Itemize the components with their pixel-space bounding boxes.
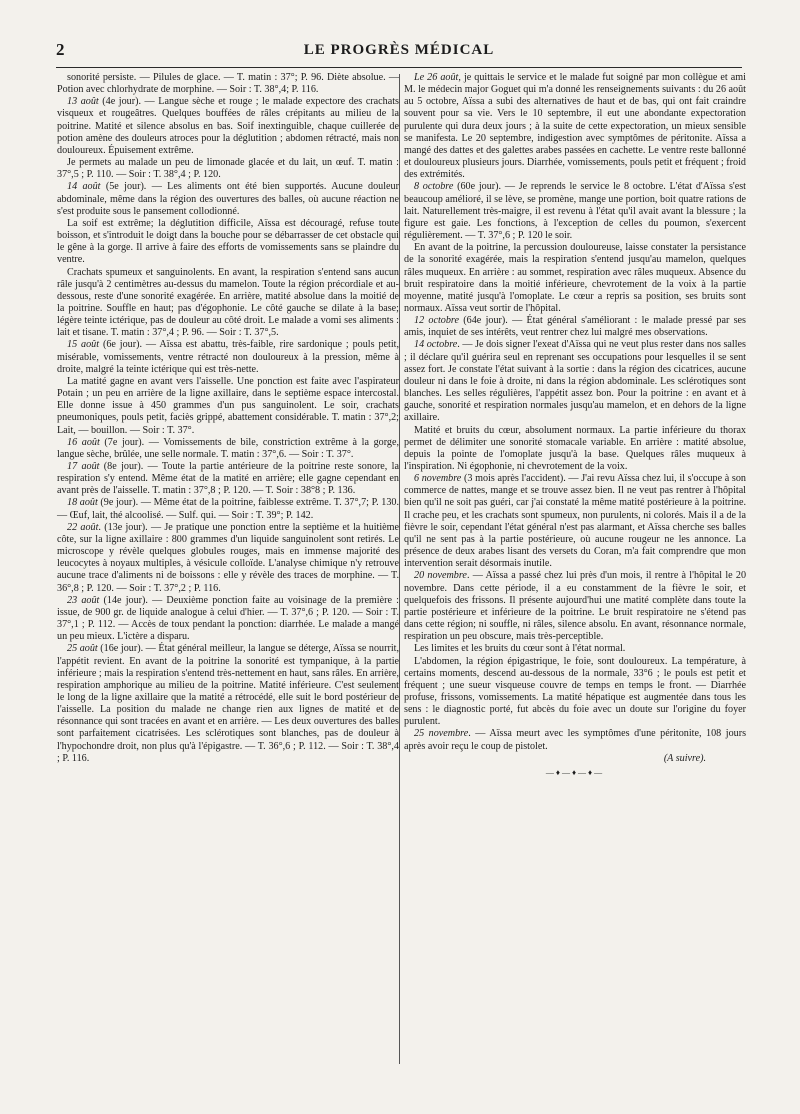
page-number: 2	[56, 40, 65, 59]
paragraph	[57, 72, 399, 96]
entry-date: 12 octobre	[414, 315, 459, 327]
paragraph	[57, 218, 399, 267]
paragraph	[57, 96, 399, 157]
paragraph-text: Crachats spumeux et sanguinolents. En avant, la respiration s'entend sans aucun râle jusqu'à 2 centimètres au-dessus du mamelon. Toute la région précordiale et au-dessous, reste d'une sonorité exagérée. En arrière, matité absolue dans la moitié de la poitrine. Souffle en haut; pas d'égophonie. Le côté gauche se dilate à la base; légère teinte ictérique, pas de douleur au côté droit. Le malade a vomi ses aliments : lait et tisane. T. matin : 37°,4 ; P. 96. — Soir : T. 37°,5.	[57, 266, 399, 339]
paragraph-text: . — Aïssa a passé chez lui près d'un mois, il rentre à l'hôpital le 20 novembre. Dans cette période, il a eu constamment de la fièvre le soir, et quelquefois des frissons. Il présente aujourd'hui une matité complète dans toute la partie postérieure et inférieure de la poitrine. Le bruit respiratoire ne s'étend pas dans cette région; ni souffle, ni râles, silence absolu. En avant, résonnance normale, respiration un peu obscure, mais très-perceptible.	[404, 570, 747, 643]
paragraph-text: (7e jour). — Vomissements de bile, constriction extrême à la gorge, langue sèche, brûlée, une selle normale. T. matin : 37°,6. — Soir : T. 37°.	[57, 436, 399, 460]
entry-date: 20 novembre	[414, 570, 467, 582]
paragraph-text: Les limites et les bruits du cœur sont à l'état normal.	[414, 643, 626, 655]
paragraph-text: , je quittais le service et le malade fut soigné par mon collègue et ami M. le médecin major Goguet qui m'a donné les renseignements suivants : du 26 août au 5 octobre, Aïssa a subi des alternatives de haut et de bas, qui ont fait craindre souvent pour sa vie. Vers le 10 septembre, il eut une abondante expectoration purulente qui dura deux jours ; à la suite de cette expectoration, un mieux sensible se manifesta. Le 20 septembre, indigestion avec symptômes de péritonite. Aïssa a mangé des dattes et des galettes arabes passées en cachette. Le ventre reste ballonné et douloureux plusieurs jours. Diarrhée, vomissements, pouls petit et fréquent ; froid des extrémités.	[404, 72, 746, 181]
paragraph-text: (3 mois après l'accident). — J'ai revu Aïssa chez lui, il s'occupe à son commerce de nattes, mange et se trouve assez bien. Il ne veut pas rentrer à l'hôpital bien qu'il ne soit pas guéri, car j'ai constaté la même matité postérieure à la poitrine. Il crache peu, et les crachats sont spumeux, non purulents, ni colorés. Mais il a de la fièvre le soir, cependant l'état général n'est pas alarmant, et Aïssa cherche ses balles qu'il ne sent pas à la partie postérieure, où aucune rougeur ne les annonce. La présence de deux arabes lisant des versets du Coran, m'a fait comprendre que mon intervention serait désormais inutile.	[404, 473, 746, 570]
paragraph	[404, 72, 746, 181]
paragraph-text: (14e jour). — Deuxième ponction faite au voisinage de la première : issue, de 900 gr. de liquide analogue à celui d'hier. — T. 37°,6 ; P. 120. — Soir : T. 37°,1 ; P. 112. — Accès de toux pendant la ponction: diarrhée. Le malade a mangé un peu mieux. L'ictère a disparu.	[57, 594, 399, 643]
paragraph	[404, 473, 746, 570]
column-divider	[399, 74, 400, 1064]
entry-date: 22 août	[67, 521, 99, 533]
header-rule	[56, 67, 742, 68]
paragraph-text: Je permets au malade un peu de limonade glacée et du lait, un œuf. T. matin : 37°,5 ; P. 110. — Soir : T. 38°,4 ; P. 120.	[57, 157, 399, 181]
paragraph	[57, 643, 399, 765]
paragraph	[404, 643, 746, 655]
entry-date: 15 août	[67, 339, 100, 351]
paragraph-text: (60e jour). — Je reprends le service le 8 octobre. L'état d'Aïssa s'est beaucoup amélioré, il se lève, se promène, mange une portion, boit quatre rations de lait. Naturellement très-maigre, il est revenu à l'état qu'il avait avant la blessure ; la figure est gaie. Les fonctions, à l'exception de celles du poumon, s'exercent régulièrement. — T. 37°,6 ; P. 120 le soir.	[404, 181, 746, 242]
paragraph-text: sonorité persiste. — Pilules de glace. — T. matin : 37°; P. 96. Diète absolue. — Potion avec chlorhydrate de morphine. — Soir : T. 38°,4; P. 116.	[57, 72, 399, 96]
journal-title: LE PROGRÈS MÉDICAL	[303, 42, 495, 58]
paragraph	[404, 315, 746, 339]
paragraph-text: (16e jour). — État général meilleur, la langue se déterge, Aïssa se nourrit, l'appétit revient. En avant de la poitrine la sonorité est tympanique, à la partie inférieure ; mais la respiration s'entend très-nettement en haut, sans râles. En arrière, respiration amphorique au milieu de la poitrine. Matité inférieure. C'est seulement le long de la ligne axillaire que la matité a rétrocédé, elle suit le bord postérieur de l'aisselle. La position du malade ne change rien aux lignes de matité et de résonnance qui sont tracées en avant et en arrière. — Les deux ouvertures des balles sont parfaitement cicatrisées. Les sclérotiques sont blanches, pas de douleur à l'hypochondre droit, non plus qu'à l'épigastre. — T. 36°,6 ; P. 112. — Soir : T. 38°,4 ; P. 116.	[57, 643, 399, 764]
entry-date: 18 août	[67, 497, 98, 509]
paragraph	[57, 461, 399, 497]
paragraph	[404, 242, 746, 315]
paragraph-text: L'abdomen, la région épigastrique, le foie, sont douloureux. La température, à certains moments, descend au-dessous de la normale, 33°6 ; le pouls est petit et fréquent ; une sueur visqueuse couvre de temps en temps le front. — Diarrhée profuse, frissons, vomissements. La matité hépatique est augmentée dans tous les sens : le diagnostic porté, fut abcès du foie avec un doute sur l'origine du foyer purulent.	[404, 655, 746, 728]
entry-date: 14 août	[67, 181, 101, 193]
entry-date: 13 août	[67, 96, 99, 108]
paragraph-text: . — Aïssa meurt avec les symptômes d'une péritonite, 108 jours après avoir reçu le coup de pistolet.	[404, 728, 747, 752]
paragraph	[404, 656, 746, 729]
paragraph-text: (8e jour). — Toute la partie antérieure de la poitrine reste sonore, la respiration s'y entend. Même état de la matité en arrière; elle gagne cependant en avant près de l'aisselle. T. matin : 37°,8 ; P. 120. — T. Soir : 38°8 ; P. 136.	[57, 461, 399, 497]
paragraph	[57, 181, 399, 217]
paragraph	[404, 339, 746, 424]
end-ornament: —♦—♦—♦—	[545, 767, 605, 777]
paragraph	[57, 437, 399, 461]
paragraph-text: . — Je dois signer l'exeat d'Aïssa qui ne veut plus rester dans nos salles ; il déclare qu'il guérira seul en reprenant ses occupations pour lesquelles il se sent assez fort. Je constate l'état suivant à la sortie : dans la région des cicatrices, aucune douleur ni dans le foie à droite, ni dans la région abdominale. Les sclérotiques sont blanches. Les selles régulières, l'appétit assez bon. Pour la poitrine : en avant et à gauche, sonorité et respiration normales jusqu'au mamelon, et en dehors de la ligne axillaire.	[404, 339, 746, 424]
paragraph-text: (6e jour). — Aïssa est abattu, très-faible, rire sardonique ; pouls petit, misérable, vomissements, ventre rétracté non douloureux à la pression, même à droite, malgré la teinte ictérique qui est très-nette.	[57, 339, 399, 375]
entry-date: 8 octobre	[414, 181, 454, 193]
entry-date: 25 novembre	[414, 728, 469, 740]
entry-date: Le 26 août	[414, 72, 459, 83]
paragraph-text: Matité et bruits du cœur, absolument normaux. La partie inférieure du thorax permet de délimiter une sonorité stomacale variable. En arrière : matité absolue, depuis la pointe de l'omoplate jusqu'à la base. Quelques râles muqueux à l'inspiration. Ni égophonie, ni chevrotement de la voix.	[404, 424, 746, 472]
right-column	[404, 72, 746, 779]
paragraph	[57, 157, 399, 181]
entry-date: 23 août	[67, 594, 100, 606]
paragraph	[57, 522, 399, 595]
paragraph	[404, 181, 746, 242]
paragraph	[404, 728, 746, 752]
entry-date: 6 novembre	[414, 473, 462, 485]
paragraph-text: (4e jour). — Langue sèche et rouge ; le malade expectore des crachats visqueux et rougeâtres. Quelques bouffées de râles crépitants au milieu de la poitrine. Matité et silence absolus en bas. Soif inextinguible, chaque cuillerée de potion amène des douleurs atroces pour la déglutition ; abdomen rétracté, mais non douloureux. Épuisement extrême.	[57, 96, 399, 156]
entry-date: 25 août	[67, 643, 98, 655]
entry-date: 14 octobre	[414, 339, 458, 351]
paragraph	[404, 570, 746, 643]
paragraph-text: . (13e jour). — Je pratique une ponction entre la septième et la huitième côte, sur la ligne axillaire : 800 grammes d'un liquide sanguinolent sont retirés. Le microscope y révèle quelques globules rouges, mais en immense majorité des leucocytes à noyaux multiples, à vésicule colloïde. L'analyse chimique n'y retrouve aucune trace d'aliments ni de boissons : elle y révèle des traces de morphine. — T. 36°,8 ; P. 120. — Soir : T. 37°,2 ; P. 116.	[57, 521, 399, 594]
page-header	[56, 40, 742, 64]
paragraph	[57, 267, 399, 340]
paragraph-text: La soif est extrême; la déglutition difficile, Aïssa est découragé, refuse toute boisson, et s'introduit le doigt dans la bouche pour se débarrasser de cet obstacle qui le gêne à la gorge. Il arrive à faire des efforts de vomissements sans se plaindre du ventre.	[57, 217, 399, 266]
paragraph-text: En avant de la poitrine, la percussion douloureuse, laisse constater la persistance de la sonorité exagérée, mais la respiration s'entend jusqu'au mamelon, quelques râles muqueux. En arrière : au sommet, respiration avec râles muqueux. Absence du bruit respiratoire dans la moitié inférieure, chevrotement de la voix à la partie moyenne, matité jusqu'à l'omoplate. Le cœur a repris sa position, ses bruits sont normaux. Aïssa veut sortir de l'hôpital.	[404, 242, 746, 314]
paragraph-text: (64e jour). — État général s'améliorant : le malade pressé par ses amis, inquiet de ses intérêts, veut rentrer chez lui malgré mes observations.	[404, 315, 746, 339]
entry-date: 16 août	[67, 436, 100, 448]
paragraph	[404, 425, 746, 474]
paragraph-text: La matité gagne en avant vers l'aisselle. Une ponction est faite avec l'aspirateur Potain ; un peu en arrière de la ligne axillaire, dans le septième espace intercostal. Elle donne issue à 450 grammes d'un pus sanguinolent. Le soir, crachats pneumoniques, pouls petit, faciès grippé, abattement considérable. T. matin : 37°,2; Lait, — bouillon. — Soir : T. 37°.	[57, 375, 399, 436]
paragraph	[57, 595, 399, 644]
paragraph-text: (9e jour). — Même état de la poitrine, faiblesse extrême. T. 37°,7; P. 130. — Œuf, lait, thé alcoolisé. — Sulf. qui. — Soir : T. 39°; P. 142.	[57, 497, 399, 521]
left-column	[57, 72, 399, 765]
paragraph	[57, 376, 399, 437]
paragraph	[57, 497, 399, 521]
to-be-continued: (A suivre).	[663, 752, 706, 764]
entry-date: 17 août	[67, 461, 100, 472]
paragraph	[57, 339, 399, 375]
paragraph-text: (5e jour). — Les aliments ont été bien supportés. Aucune douleur abdominale, même dans la région des ouvertures des balles, où aucune réaction ne s'est produite sous le pansement collodionné.	[57, 181, 399, 217]
